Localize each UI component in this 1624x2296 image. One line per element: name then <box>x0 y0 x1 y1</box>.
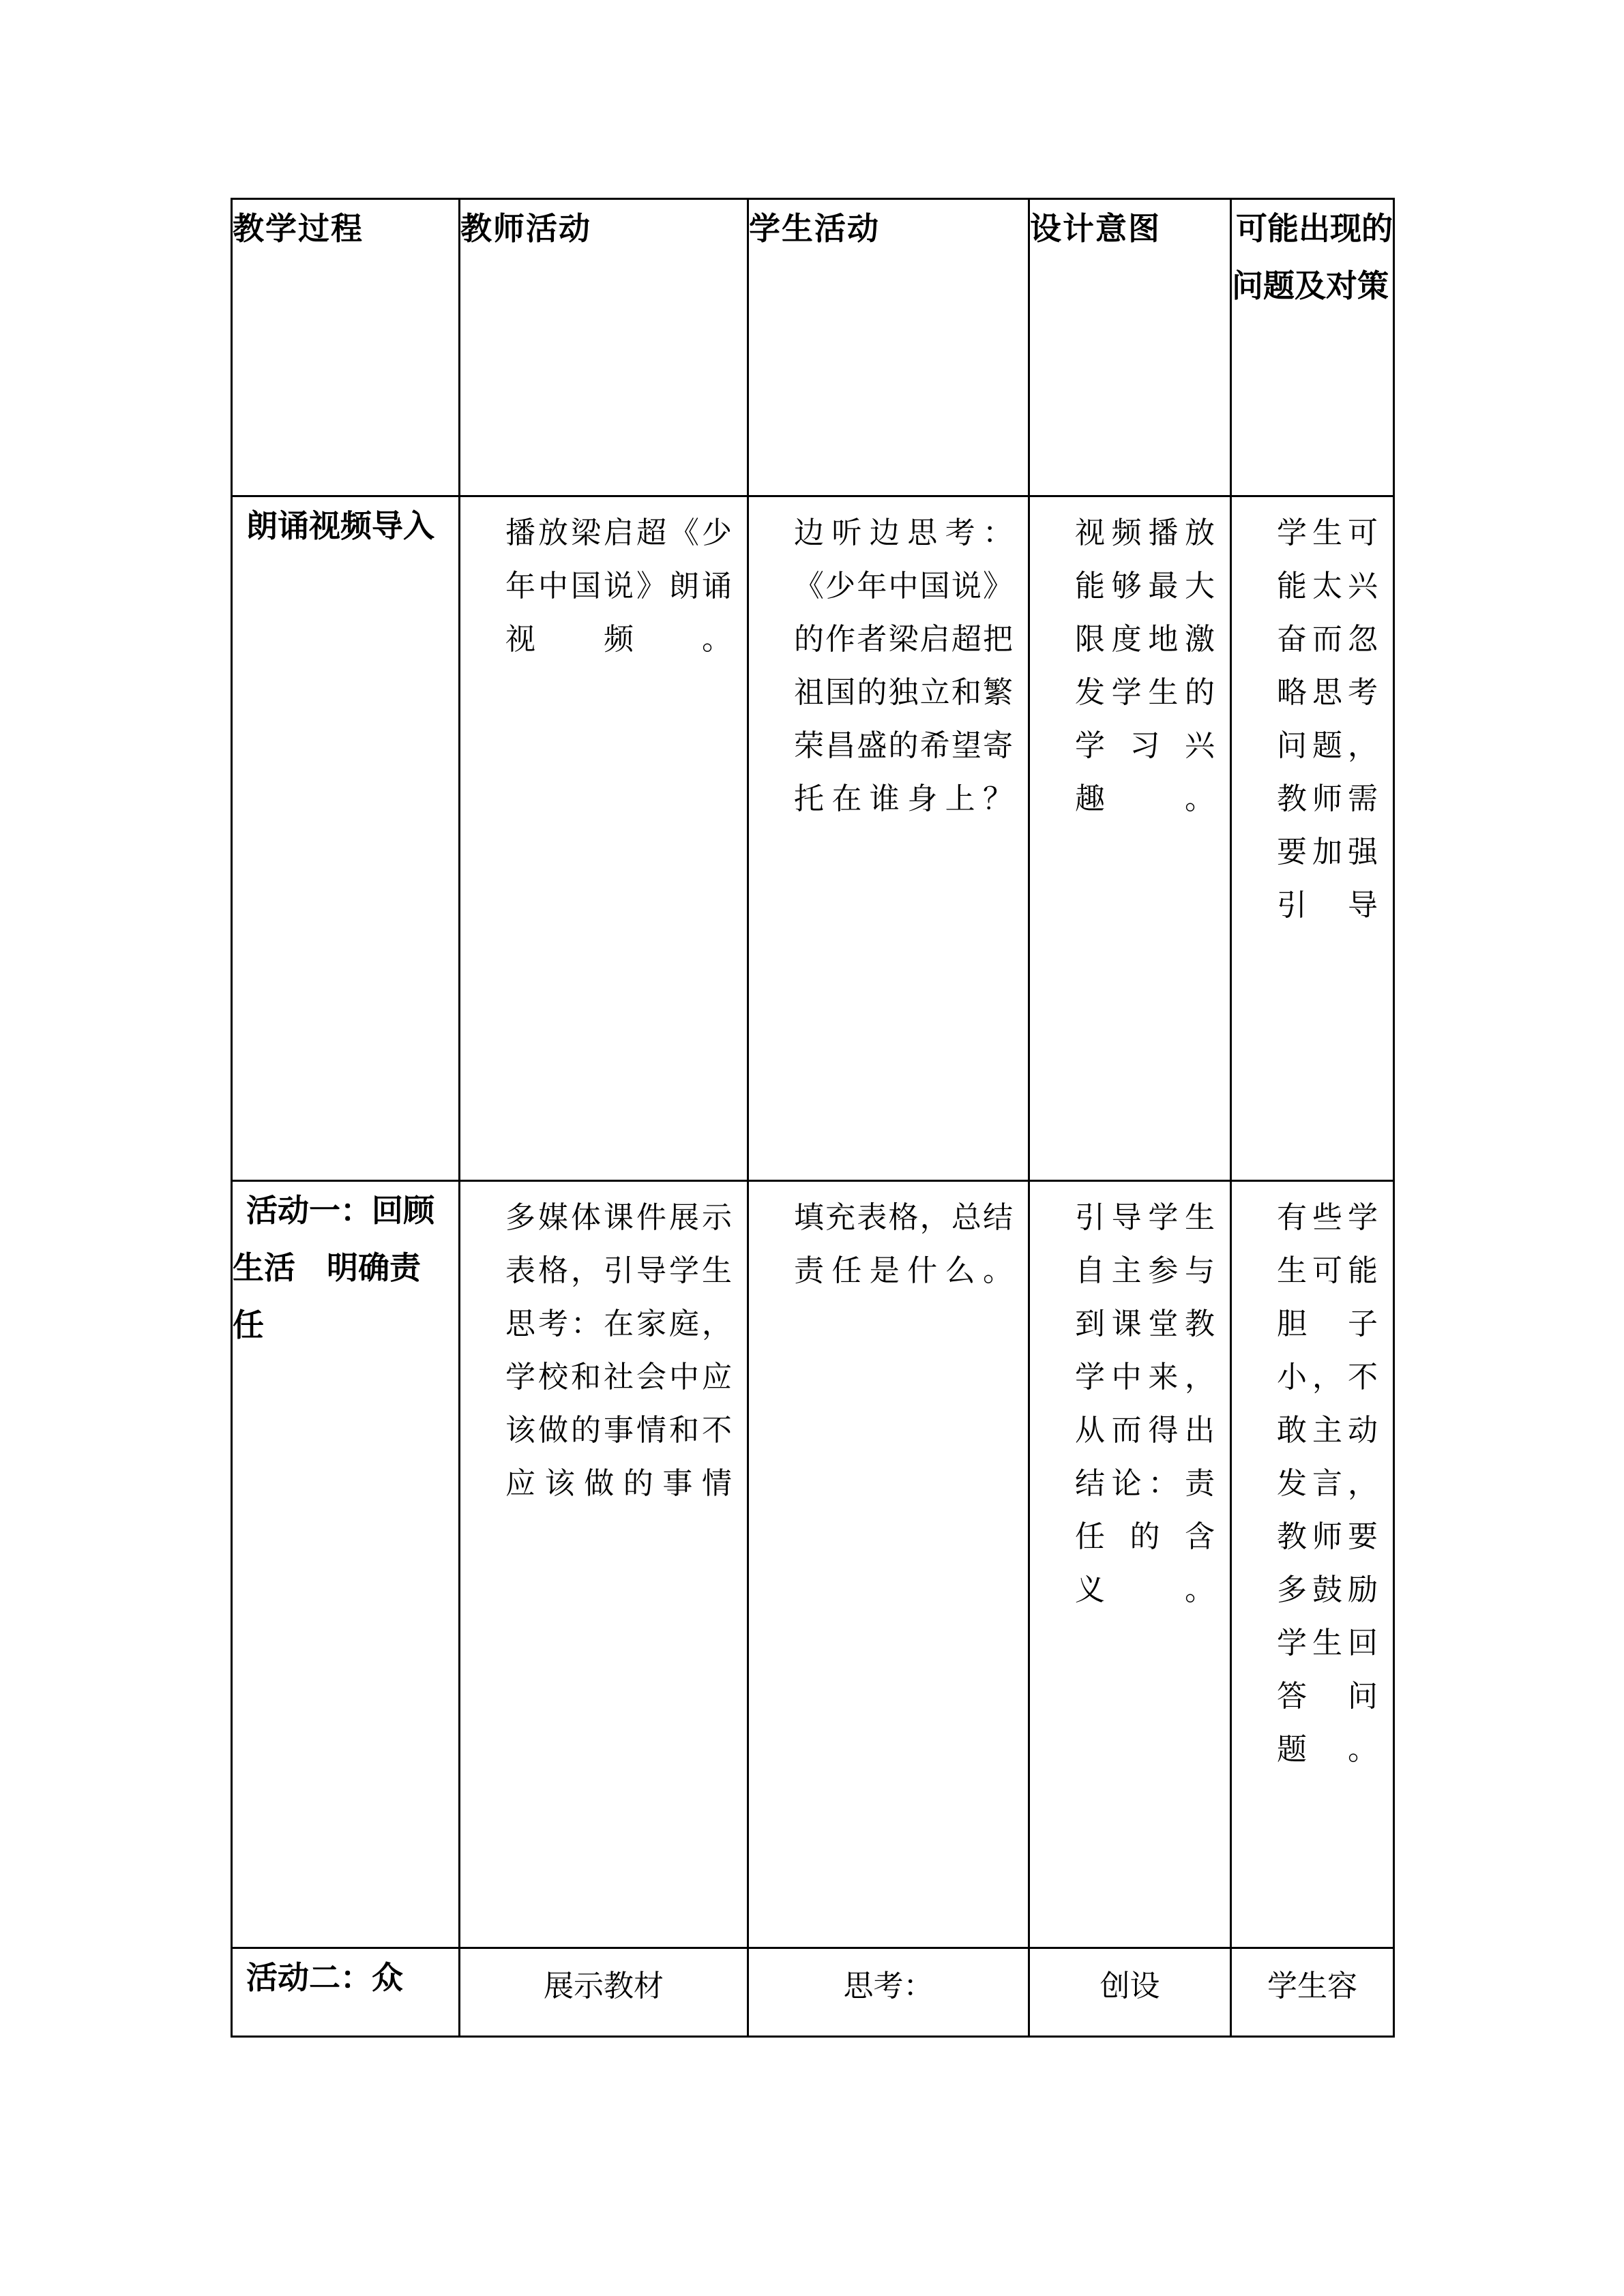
teacher-activity-text: 多媒体课件展示表格，引导学生思考：在家庭，学校和社会中应该做的事情和不应该做的事情 <box>505 1201 732 1500</box>
stage-label: 活动二：众 <box>246 1959 403 1996</box>
possible-problems-text: 学生容 <box>1267 1969 1357 2003</box>
column-header-intent: 设计意图 <box>1030 210 1161 247</box>
row-intent-cell <box>1029 1948 1231 2037</box>
row-teacher-cell <box>460 1181 748 1948</box>
row-student-cell <box>748 1948 1029 2037</box>
table-row <box>232 1181 1394 1948</box>
row-teacher-cell <box>460 496 748 1181</box>
teacher-activity-text: 播放梁启超《少年中国说》朗诵视频。 <box>505 516 732 656</box>
stage-label: 活动一：回顾生活 明确责任 <box>233 1192 434 1343</box>
column-header-teacher: 教师活动 <box>460 210 591 247</box>
row-problems-cell <box>1231 496 1394 1181</box>
header-cell-teacher <box>460 199 748 496</box>
stage-label: 朗诵视频导入 <box>246 507 434 544</box>
design-intent-text: 创设 <box>1099 1969 1160 2003</box>
row-problems-cell <box>1231 1181 1394 1948</box>
design-intent-text: 引导学生自主参与到课堂教学中来，从而得出结论：责任的含义。 <box>1075 1201 1215 1607</box>
table-header-row <box>232 199 1394 496</box>
design-intent-text: 视频播放能够最大限度地激发学生的学习兴趣。 <box>1075 516 1215 816</box>
header-cell-student <box>748 199 1029 496</box>
column-header-student: 学生活动 <box>749 210 880 247</box>
row-stage-cell <box>232 1948 460 2037</box>
row-student-cell <box>748 496 1029 1181</box>
row-student-cell <box>748 1181 1029 1948</box>
table-row <box>232 496 1394 1181</box>
possible-problems-text: 有些学生可能胆子小，不敢主动发言，教师要多鼓励学生回答问题。 <box>1277 1201 1378 1766</box>
row-stage-cell <box>232 1181 460 1948</box>
column-header-stage: 教学过程 <box>233 210 364 247</box>
lesson-plan-table <box>231 198 1395 2038</box>
row-teacher-cell <box>460 1948 748 2037</box>
table-row <box>232 1948 1394 2037</box>
row-problems-cell <box>1231 1948 1394 2037</box>
student-activity-text: 边听边思考：《少年中国说》的作者梁启超把祖国的独立和繁荣昌盛的希望寄托在谁身上？ <box>794 516 1013 816</box>
student-activity-text: 填充表格，总结责任是什么。 <box>794 1201 1013 1287</box>
row-intent-cell <box>1029 1181 1231 1948</box>
possible-problems-text: 学生可能太兴奋而忽略思考问题，教师需要加强引导 <box>1277 516 1378 922</box>
header-cell-stage <box>232 199 460 496</box>
header-cell-problems <box>1231 199 1394 496</box>
student-activity-text: 思考： <box>843 1969 934 2003</box>
teacher-activity-text: 展示教材 <box>544 1969 664 2003</box>
row-stage-cell <box>232 496 460 1181</box>
column-header-problems: 可能出现的问题及对策 <box>1232 210 1393 304</box>
header-cell-intent <box>1029 199 1231 496</box>
row-intent-cell <box>1029 496 1231 1181</box>
